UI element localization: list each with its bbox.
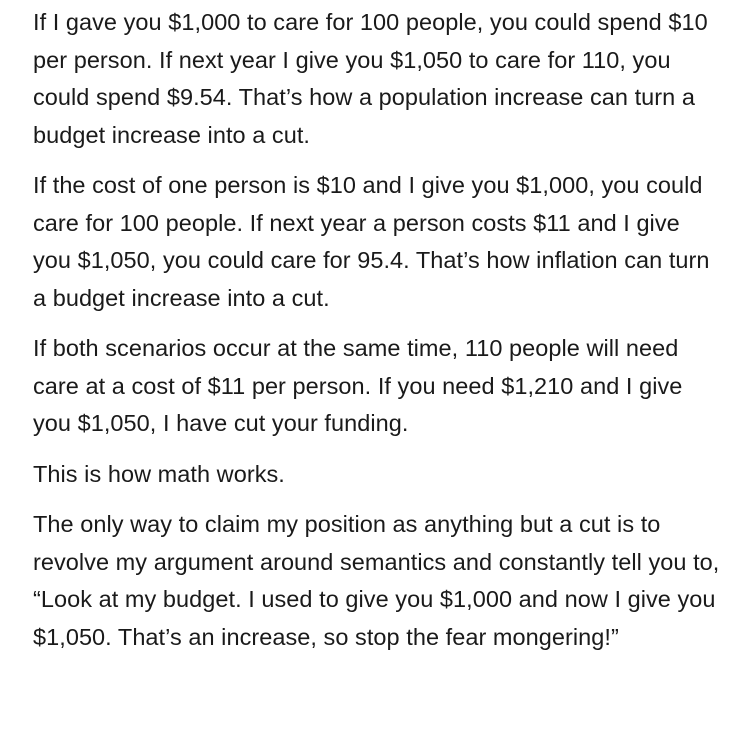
paragraph-inflation: If the cost of one person is $10 and I give you $1,000, you could care for 100 people. If next year a person costs $11 and I give you $1,050, you could care for 95.4. That’s how inflation can turn a budget increase into a cut. bbox=[33, 172, 710, 311]
paragraph-both-scenarios: If both scenarios occur at the same time, 110 people will need care at a cost of $11 per person. If you need $1,210 and I give you $1,050, I have cut your funding. bbox=[33, 335, 683, 436]
paragraph-population-increase: If I gave you $1,000 to care for 100 people, you could spend $10 per person. If next year I give you $1,050 to care for 110, you could spend $9.54. That’s how a population increase can turn a budget increase into a cut. bbox=[33, 9, 708, 148]
paragraph-semantics-argument: The only way to claim my position as anything but a cut is to revolve my argument around semantics and constantly tell you to, “Look at my budget. I used to give you $1,000 and now I give you $1,050. That’s an increase, so stop the fear mongering!” bbox=[33, 511, 720, 650]
paragraph-math-works: This is how math works. bbox=[33, 460, 285, 487]
